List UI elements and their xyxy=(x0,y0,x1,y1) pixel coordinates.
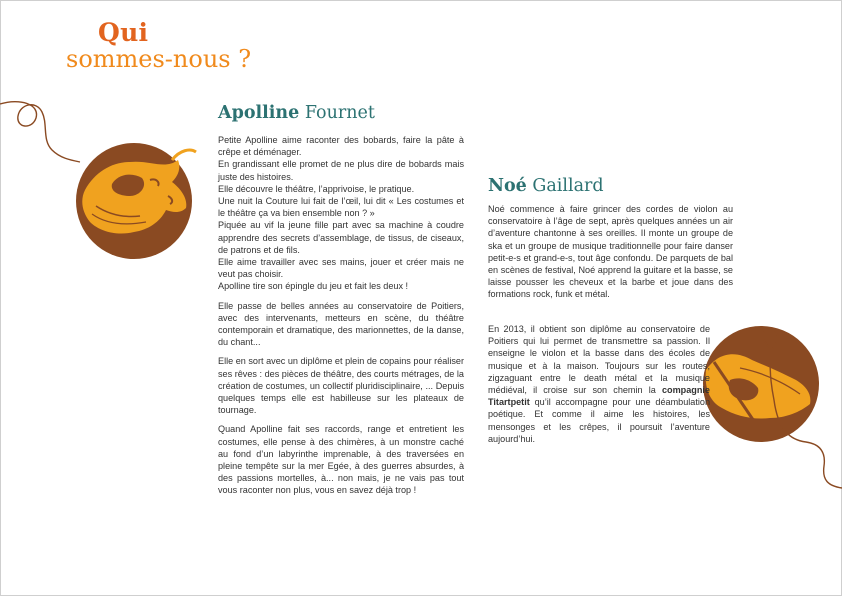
apolline-text-line: Piquée au vif la jeune fille part avec sa machine à coudre apprendre des secrets d’assemblage, de tissus, de ciseaux, de patrons et de fils. xyxy=(218,220,464,255)
noe-paragraph: Noé commence à faire grincer des cordes de violon au conservatoire à l’âge de sept, après quelques années un air d’aventure chantonne à ses oreilles. Il monte un groupe de ska et un groupe de musique traditionnelle pour faire danser petit-e-s et grand-e-s, tout âge confondu. De parquets de bal en scènes de festival, Noé apprend la guitare et la basse, se laisse pousser les cheveux et la barbe et joue dans des formations rock, funk et métal. xyxy=(488,204,733,300)
apolline-text-line: Apolline tire son épingle du jeu et fait les deux ! xyxy=(218,281,409,292)
noe-bio-part2 xyxy=(488,323,710,452)
apolline-name xyxy=(218,103,375,123)
noe-text: qu’il accompagne pour une déambulation poétique. Et comme il aime les histoires, les mensonges et les crêpes, il poursuit l’aventure aujourd’hui. xyxy=(488,397,710,444)
violin-hand-icon xyxy=(703,326,819,442)
apolline-paragraph: Quand Apolline fait ses raccords, range et entretient les costumes, elle pense à des chimères, à un monstre caché au fond d’un labyrinthe imprenable, à des traversées en pleine tempête sur la mer Egée, à des guerres absurdes, à des passions mortelles, à... non mais, je ne vais pas tout vous raconter non plus, vous en savez déjà trop ! xyxy=(218,424,464,496)
apolline-paragraph: Elle en sort avec un diplôme et plein de copains pour réaliser ses rêves : des pièces de théâtre, des courts métrages, de la création de costumes, un collectif pluridisciplinaire, ... Depuis quelques temps elle est habilleuse sur les plateaux de tournage. xyxy=(218,356,464,416)
apolline-text-line: En grandissant elle promet de ne plus dire de bobards mais juste des histoires. xyxy=(218,159,464,182)
apolline-first-name: Apolline xyxy=(218,103,300,123)
apolline-text-line: Elle aime travailler avec ses mains, jouer et créer mais ne veut pas choisir. xyxy=(218,257,464,280)
apolline-last-name: Fournet xyxy=(304,103,375,123)
noe-first-name: Noé xyxy=(488,176,527,196)
noe-bio-part1 xyxy=(488,203,733,308)
page-title-line1: Qui xyxy=(98,18,149,47)
page-title-line2: sommes-nous ? xyxy=(66,45,252,73)
apolline-text-line: Elle découvre le théâtre, l’apprivoise, le pratique. xyxy=(218,183,415,194)
company-name: compagnie Titartpetit xyxy=(488,385,710,408)
noe-text: En 2013, il obtient son diplôme au conservatoire de Poitiers qui lui permet de transmettre sa passion. Il enseigne le violon et la basse dans des écoles de musique et à la maison. Toujours sur les routes, zigzaguant entre le death métal et la musique médiéval, il croise sur son chemin la xyxy=(488,324,710,396)
bull-icon xyxy=(76,143,196,259)
noe-name xyxy=(488,176,604,196)
apolline-text-line: Une nuit la Couture lui fait de l’œil, lui dit « Les costumes et le théâtre ça va bien ensemble non ? » xyxy=(218,196,464,219)
apolline-bio xyxy=(218,134,464,504)
apolline-text-line: Petite Apolline aime raconter des bobards, faire la pâte à crêpe et déménager. xyxy=(218,135,464,158)
apolline-bio-block1 xyxy=(218,134,464,293)
apolline-paragraph: Elle passe de belles années au conservatoire de Poitiers, avec des intervenants, metteurs en scène, du théâtre contemporain et dramatique, des marionnettes, de la danse, du chant... xyxy=(218,300,464,348)
noe-paragraph-2 xyxy=(488,323,710,445)
left-curly-line xyxy=(0,102,80,162)
noe-last-name: Gaillard xyxy=(532,176,604,196)
